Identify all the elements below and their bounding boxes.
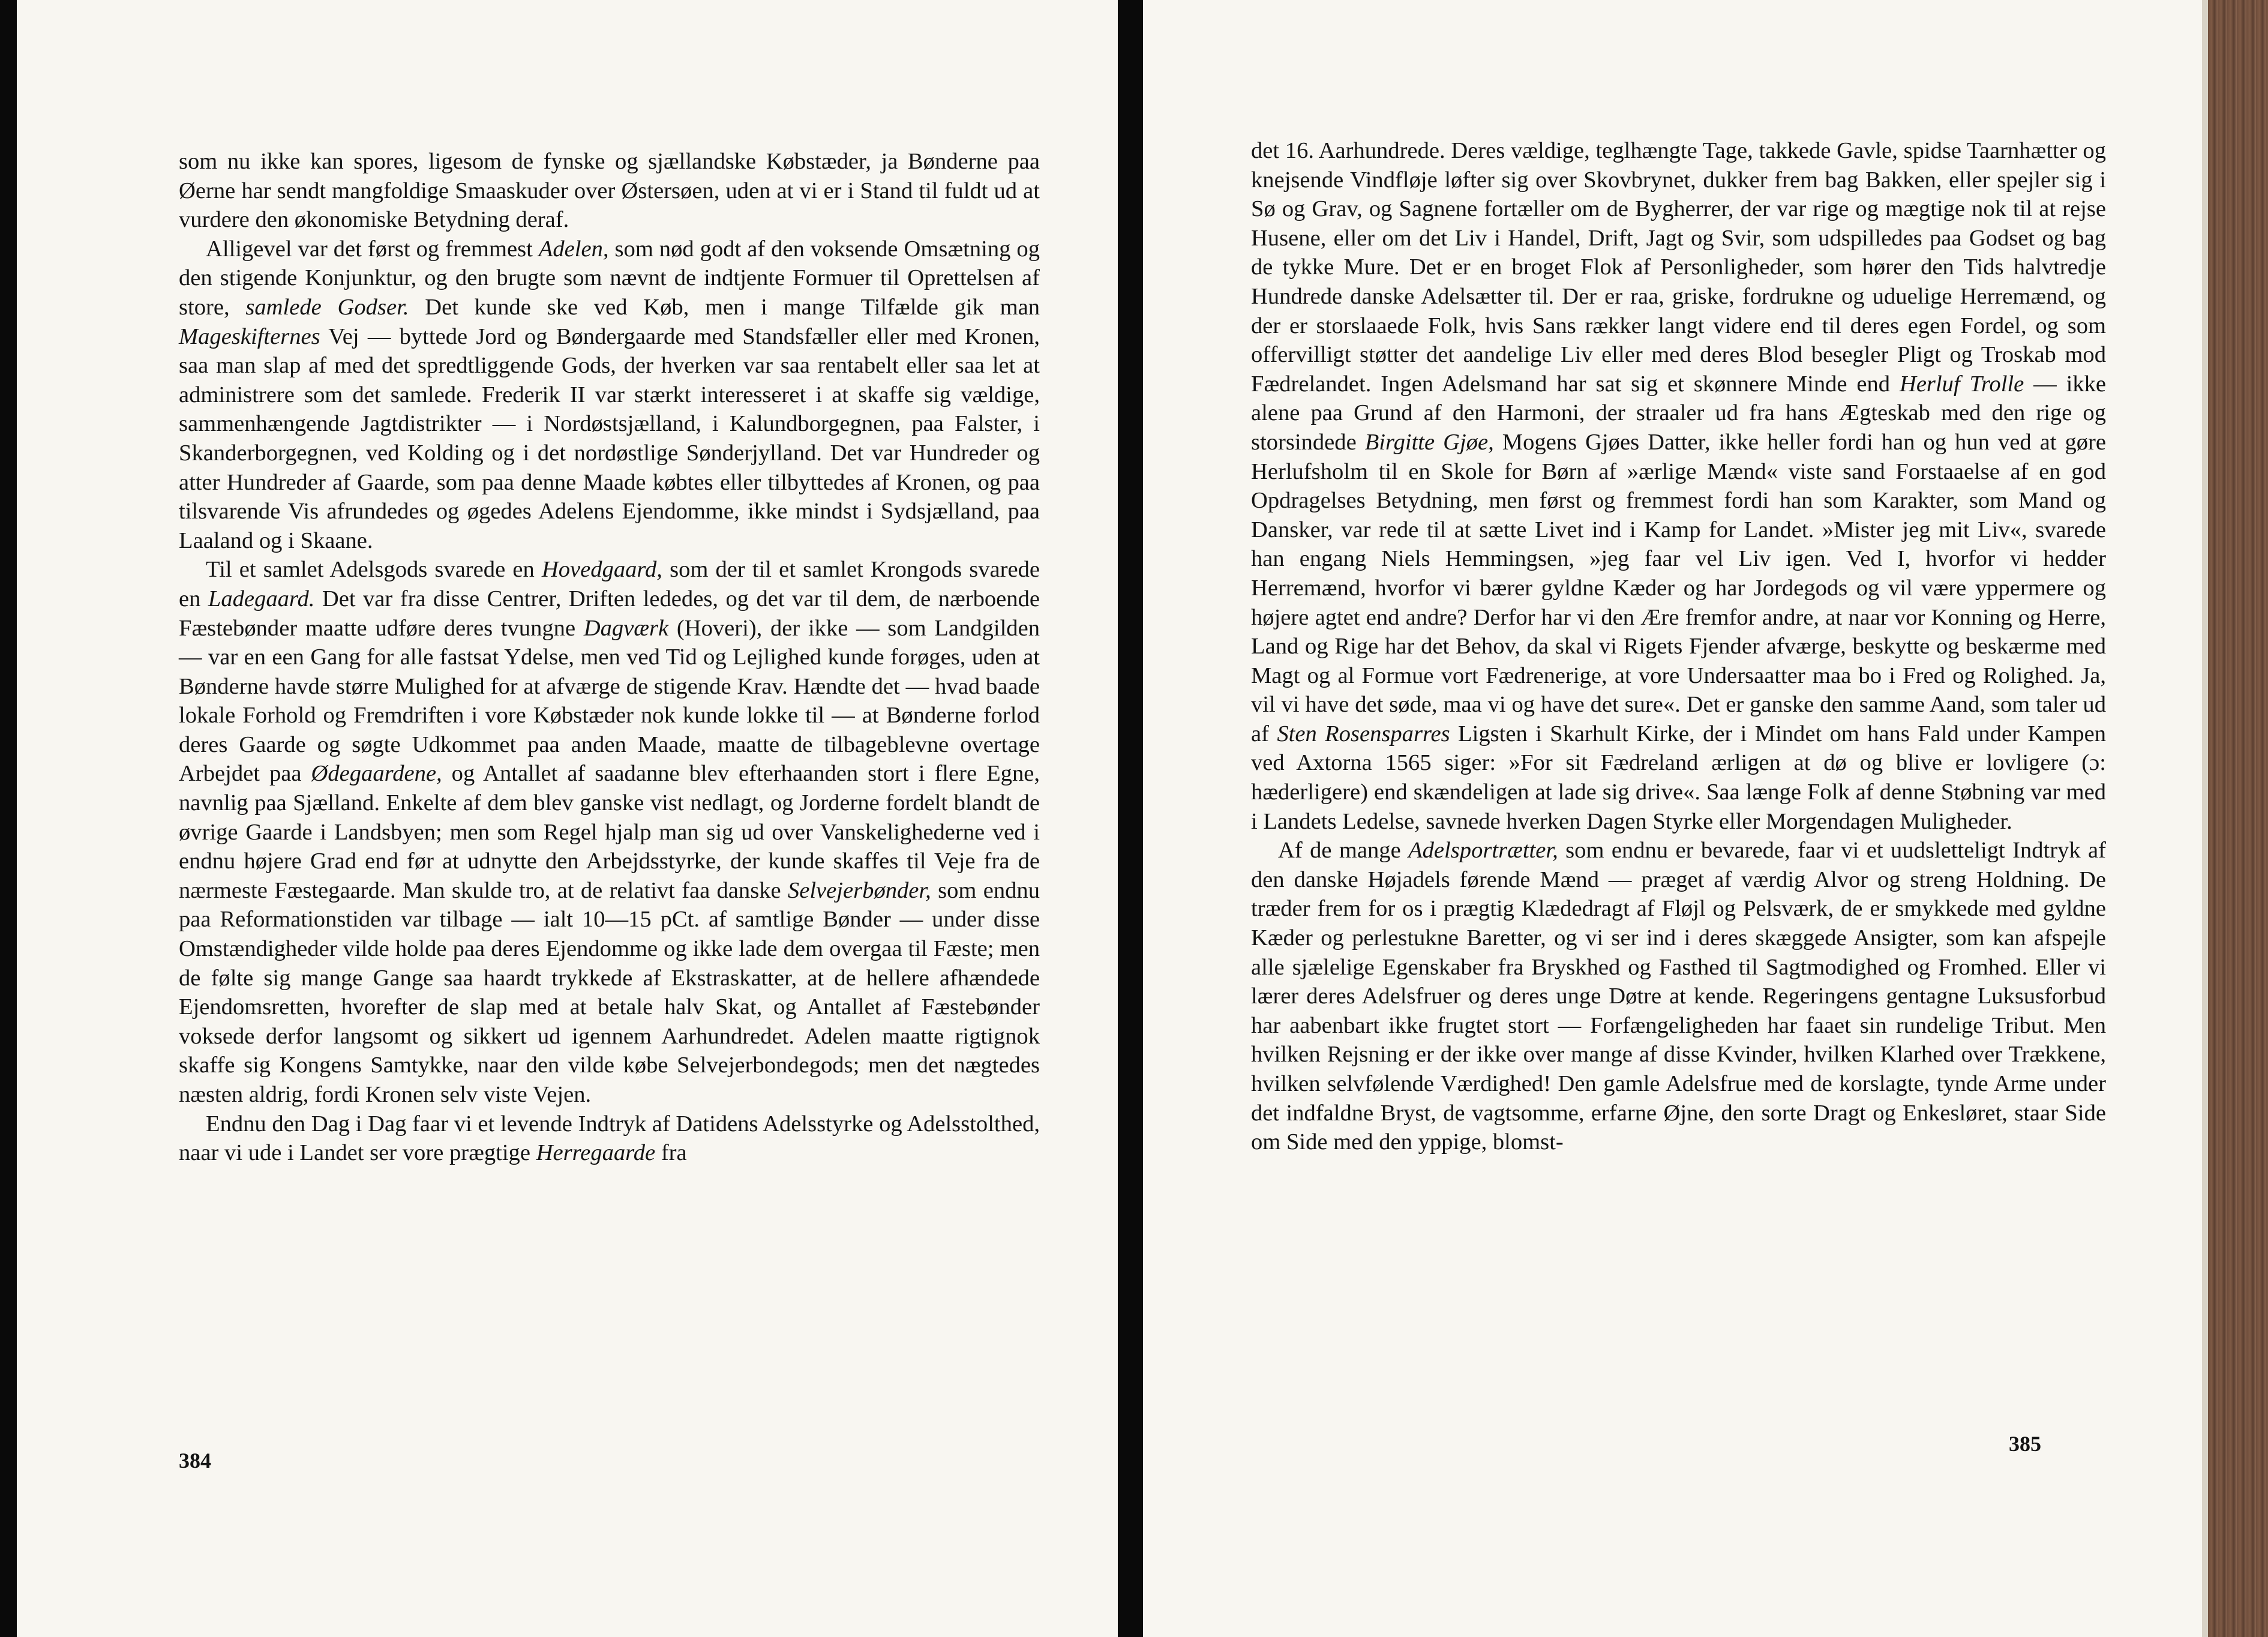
paragraph bbox=[179, 555, 1040, 1109]
text-run: som endnu paa Reformationstiden var tilbage — ialt 10—15 pCt. af samtlige Bønder — under disse Omstændigheder vilde holde paa deres Ejendomme og ikke lade dem overgaa til Fæste; men de følte sig mange Gange saa haardt trykkede af Ekstraskatter, at de hellere afhændede Ejendomsretten, hvorefter de slap med at betale halv Skat, og Antallet af Fæstebønder voksede derfor langsomt og sikkert ud igennem Aarhundredet. Adelen maatte rigtignok skaffe sig Kongens Samtykke, naar den vilde købe Selvejerbondegods; men det nægtedes næsten aldrig, fordi Kronen selv viste Vejen. bbox=[179, 877, 1040, 1107]
italic-text: Herregaarde bbox=[536, 1140, 656, 1166]
italic-text: Ødegaardene, bbox=[311, 761, 442, 787]
text-run: Ligsten i Skarhult Kirke, der i Mindet om hans Fald under Kampen ved Axtorna 1565 siger: »For sit Fædreland ærligen at dø og blive er lovligere (ɔ: hæderligere) end skændeligen at lade sig drive«. Saa længe Folk af denne Støbning var med i Landets Ledelse, savnede hverken Dagen Styrke eller Morgendagen Muligheder. bbox=[1251, 721, 2107, 834]
italic-text: Hovedgaard, bbox=[541, 557, 662, 583]
text-run: Til et samlet Adelsgods svarede en bbox=[206, 557, 542, 583]
text-run: som nød godt af den voksende Omsætning og den stigende Konjunktur, og den brugte som nævnt de indtjente Formuer til Oprettelsen af store, bbox=[179, 236, 1040, 320]
italic-text: Herluf Trolle bbox=[1899, 371, 2024, 397]
text-run: Det kunde ske ved Køb, men i mange Tilfælde gik man bbox=[409, 294, 1040, 320]
text-run: Det var fra disse Centrer, Driften lededes, og det var til dem, de nærboende Fæstebønder maatte udføre deres tvungne bbox=[179, 586, 1040, 641]
text-run: (Hoveri), der ikke — som Landgilden — var en een Gang for alle fastsat Ydelse, men ved Tid og Lejlighed kunde forøges, uden at Bønderne havde større Mulighed for at afværge de stigende Krav. Hændte det — hvad baade lokale Forhold og Fremdriften i vore Købstæder nok kunde lokke til — at Bønderne forlod deres Gaarde og søgte Udkommet paa anden Maade, maatte de tilbageblevne overtage Arbejdet paa bbox=[179, 615, 1040, 787]
italic-text: Ladegaard. bbox=[208, 586, 315, 611]
text-run: Vej — byttede Jord og Bøndergaarde med Standsfæller eller med Kronen, saa man slap af med det spredtliggende Gods, der hverken var saa rentabelt eller saa let at administrere som det samlede. Frederik II var stærkt interesseret i at skaffe sig vældige, sammenhængende Jagtdistrikter — i Nordøstsjælland, i Kalundborgegnen, paa Falster, i Skanderborgegnen, ved Kolding og i det nordøstlige Sønderjylland. Det var Hundreder og atter Hundreder af Gaarde, som paa denne Maade købtes eller tilbyttedes af Kronen, og paa tilsvarende Vis afrundedes og øgedes Adelens Ejendomme, ikke mindst i Sydsjælland, paa Laaland og i Skaane. bbox=[179, 323, 1040, 553]
text-run: som endnu er bevarede, faar vi et uudsletteligt Indtryk af den danske Højadels førende Mænd — præget af værdig Alvor og streng Holdning. De træder frem for os i prægtig Klædedragt af Fløjl og Pelsværk, de er smykkede med gyldne Kæder og perlestukne Baretter, og vi ser ind i deres skæggede Ansigter, som kan afspejle alle sjælelige Egenskaber fra Bryskhed og Fasthed til Sagtmodighed og Fromhed. Eller vi lærer deres Adelsfruer og deres unge Døtre at kende. Regeringens gentagne Luksusforbud har aabenbart ikke frugtet stort — Forfængeligheden har faaet sin rundelige Tribut. Men hvilken Rejsning er der ikke over mange af disse Kvinder, hvilken Klarhed over Trækkene, hvilken selvfølende Værdighed! Den gamle Adelsfrue med de korslagte, tynde Arme under det indfaldne Bryst, de vagtsomme, erfarne Øjne, den sorte Dragt og Enkesløret, staar Side om Side med den yppige, blomst- bbox=[1251, 838, 2106, 1155]
left-page-body bbox=[179, 147, 1040, 1168]
italic-text: samlede Godser. bbox=[245, 294, 409, 320]
text-run: Endnu den Dag i Dag faar vi et levende Indtryk af Datidens Adelsstyrke og Adelsstolthed, naar vi ude i Landet ser vore prægtige bbox=[179, 1111, 1040, 1166]
text-run: og Antallet af saadanne blev efterhaanden stort i flere Egne, navnlig paa Sjælland. Enkelte af dem blev ganske vist nedlagt, og Jorderne fordelt blandt de øvrige Gaarde i Landsbyen; men som Regel hjalp man sig ud over Vanskelighederne ved i endnu højere Grad end før at udnytte den Arbejdsstyrke, der kunde skaffes til Veje fra de nærmeste Fæstegaarde. Man skulde tro, at de relativt faa danske bbox=[179, 761, 1040, 903]
text-run: fra bbox=[655, 1140, 687, 1166]
italic-text: Selvejerbønder, bbox=[787, 877, 931, 903]
text-run: Af de mange bbox=[1278, 838, 1409, 864]
italic-text: Sten Rosensparres bbox=[1277, 721, 1450, 746]
italic-text: Dagværk bbox=[583, 615, 669, 641]
italic-text: Birgitte Gjøe, bbox=[1364, 429, 1494, 455]
paragraph bbox=[179, 235, 1040, 556]
paragraph bbox=[179, 147, 1040, 235]
right-page bbox=[1143, 0, 2208, 1637]
right-page-number: 385 bbox=[2009, 1432, 2041, 1456]
text-run: Mogens Gjøes Datter, ikke heller fordi han og hun ved at gøre Herlufsholm til en Skole for Børn af »ærlige Mænd« viste sand Forstaaelse af en god Opdragelses Betydning, men først og fremmest fordi han som Karakter, som Mand og Dansker, var rede til at sætte Livet ind i Kamp for Landet. »Mister jeg mit Liv«, svarede han engang Niels Hemmingsen, »jeg faar vel Liv igen. Ved I, hvorfor vi hedder Herremænd, hvorfor vi bærer gyldne Kæder og har Jordegods og vil være yppermere og højere agtet end andre? Derfor har vi den Ære fremfor andre, at naar vor Konning og Herre, Land og Rige har det Behov, da skal vi Rigets Fjender afværge, beskytte og beskærme med Magt og al Formue vort Fædrenerige, at vore Undersaatter maa bo i Fred og Rolighed. Ja, vil vi have det søde, maa vi og have det sure«. Det er ganske den samme Aand, som taler ud af bbox=[1251, 429, 2106, 746]
text-run: Alligevel var det først og fremmest bbox=[206, 236, 539, 262]
paragraph bbox=[179, 1110, 1040, 1168]
text-run: det 16. Aarhundrede. Deres vældige, teglhængte Tage, takkede Gavle, spidse Taarnhætter og knejsende Vindfløje løfter sig over Skovbrynet, dukker frem bag Bakken, eller spejler sig i Sø og Grav, og Sagnene fortæller om de Bygherrer, der var rige og mægtige nok til at rejse Husene, eller om det Liv i Handel, Drift, Jagt og Svir, som udspilledes paa Godset og bag de tykke Mure. Det er en broget Flok af Personligheder, som hører den Tids halvtredje Hundrede danske Adelsætter til. Der er raa, griske, fordrukne og uduelige Herremænd, og der er storslaaede Folk, hvis Sans rækker langt videre end til deres egen Fordel, og som offervilligt støtter det aandelige Liv eller med deres Blod besegler Pligt og Troskab mod Fædrelandet. Ingen Adelsmand har sat sig et skønnere Minde end bbox=[1251, 138, 2106, 397]
text-run: som nu ikke kan spores, ligesom de fynske og sjællandske Købstæder, ja Bønderne paa Øerne har sendt mangfoldige Smaaskuder over Østersøen, uden at vi er i Stand til fuldt ud at vurdere den økonomiske Betydning deraf. bbox=[179, 149, 1040, 233]
text-run: som der til et samlet Krongods svarede en bbox=[179, 557, 1040, 611]
right-page-body bbox=[1251, 136, 2106, 1157]
italic-text: Mageskifternes bbox=[179, 323, 320, 349]
italic-text: Adelsportrætter, bbox=[1408, 838, 1558, 864]
book-cover-edge bbox=[2208, 0, 2268, 1637]
left-page-number: 384 bbox=[179, 1449, 211, 1473]
text-run: — ikke alene paa Grund af den Harmoni, der straaler ud fra hans Ægteskab med den rige og storsindede bbox=[1251, 371, 2106, 455]
italic-text: Adelen, bbox=[538, 236, 609, 262]
page-edge bbox=[2202, 0, 2208, 1637]
paragraph bbox=[1251, 836, 2106, 1157]
paragraph bbox=[1251, 136, 2106, 836]
left-page bbox=[17, 0, 1118, 1637]
